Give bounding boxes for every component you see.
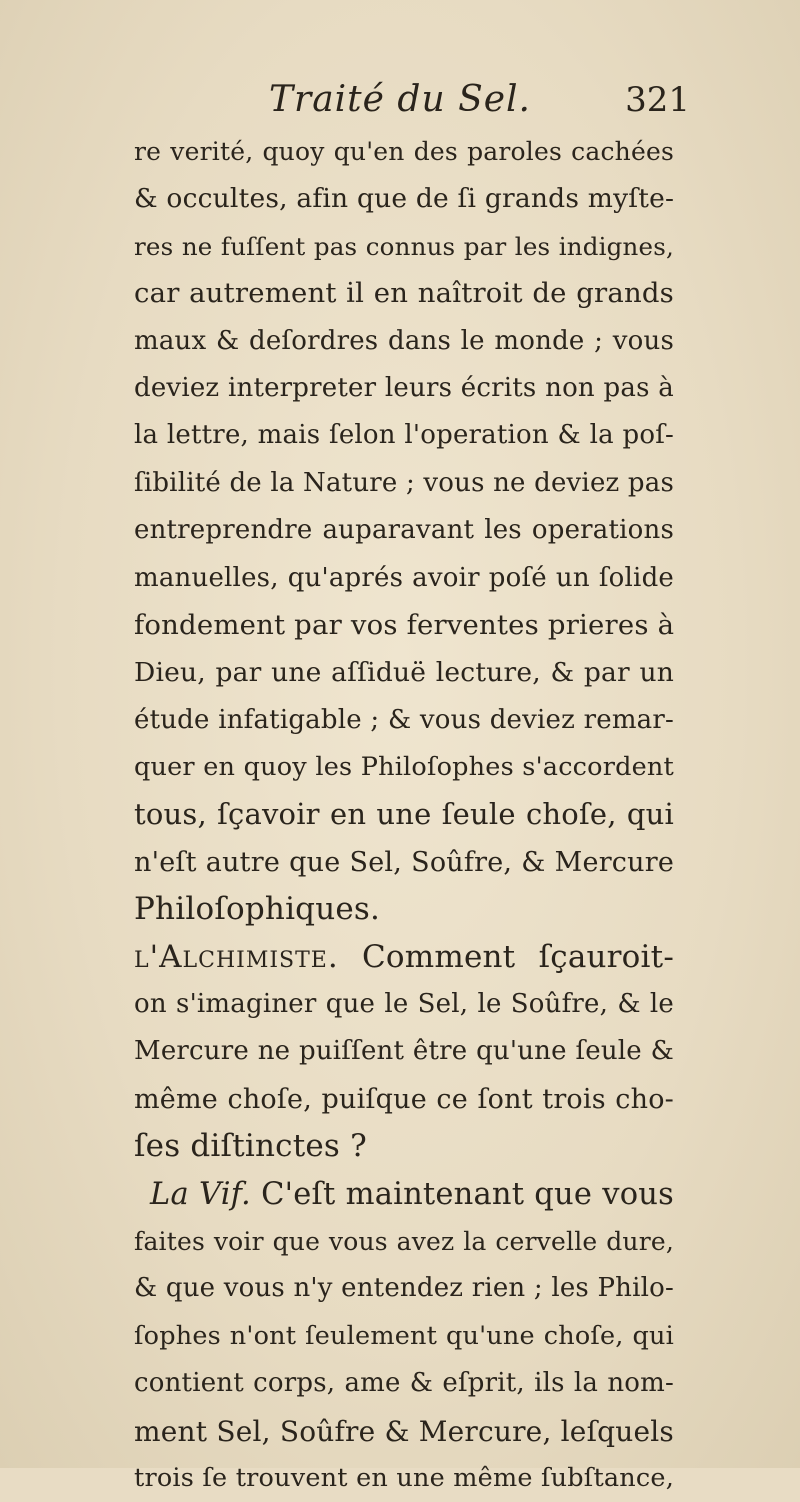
text-line: re verité, quoy qu'en des paroles cachées: [134, 137, 674, 166]
speech-text: Comment ſçauroit-: [361, 938, 674, 975]
text-line: & que vous n'y entendez rien ; les Philo-: [134, 1273, 674, 1304]
text-line: maux & deſordres dans le monde ; vous: [134, 325, 674, 356]
speaker-name-vif: La Vif.: [150, 1176, 251, 1212]
text-line: faites voir que vous avez la cervelle dure,: [134, 1226, 674, 1256]
body-text: [134, 128, 674, 1502]
text-line: fondement par vos ferventes prieres à: [134, 608, 675, 641]
text-line: contient corps, ame & eſprit, ils la nom-: [134, 1368, 674, 1399]
text-line: ment Sel, Soûfre & Mercure, leſquels: [134, 1414, 674, 1448]
text-line: Dieu, par une aſſiduë lecture, & par un: [134, 657, 674, 689]
page-header: [0, 70, 800, 130]
text-line: manuelles, qu'aprés avoir poſé un ſolide: [134, 562, 674, 593]
text-line: ſibilité de la Nature ; vous ne deviez pas: [134, 467, 674, 498]
text-line: Philoſophiques.: [134, 891, 381, 928]
text-line: n'eſt autre que Sel, Soûfre, & Mercure: [134, 846, 674, 878]
text-line: on s'imaginer que le Sel, le Soûfre, & le: [134, 989, 674, 1020]
text-line: même choſe, puiſque ce ſont trois cho-: [134, 1083, 674, 1115]
text-line: res ne fuſſent pas connus par les indignes,: [134, 231, 674, 261]
text-line: deviez interpreter leurs écrits non pas à: [134, 372, 674, 403]
text-line: ſophes n'ont ſeulement qu'une choſe, qui: [134, 1320, 674, 1351]
text-line: tous, ſçavoir en une ſeule choſe, qui: [134, 797, 674, 832]
speech-text: C'eſt maintenant que vous: [261, 1176, 674, 1212]
text-line: étude infatigable ; & vous deviez remar-: [134, 704, 674, 735]
text-line: la lettre, mais ſelon l'operation & la poſ-: [134, 420, 674, 451]
text-line: car autrement il en naîtroit de grands: [134, 277, 674, 310]
speaker-line: [134, 1171, 674, 1218]
speaker-line: [134, 934, 674, 981]
text-line: quer en quoy les Philoſophes s'accordent: [134, 752, 674, 783]
running-title: Traité du Sel.: [268, 79, 531, 120]
text-line: entreprendre auparavant les operations: [134, 515, 674, 546]
speaker-name-alchimiste: l'Alchimiste.: [134, 938, 339, 975]
text-line: ſes diſtinctes ?: [134, 1128, 367, 1165]
page-number: 321: [625, 80, 690, 120]
text-line: Mercure ne puiſſent être qu'une ſeule &: [134, 1036, 674, 1067]
text-line: & occultes, afin que de ſi grands myſte-: [134, 183, 675, 215]
text-line: trois ſe trouvent en une même ſubſtance,: [134, 1462, 674, 1493]
